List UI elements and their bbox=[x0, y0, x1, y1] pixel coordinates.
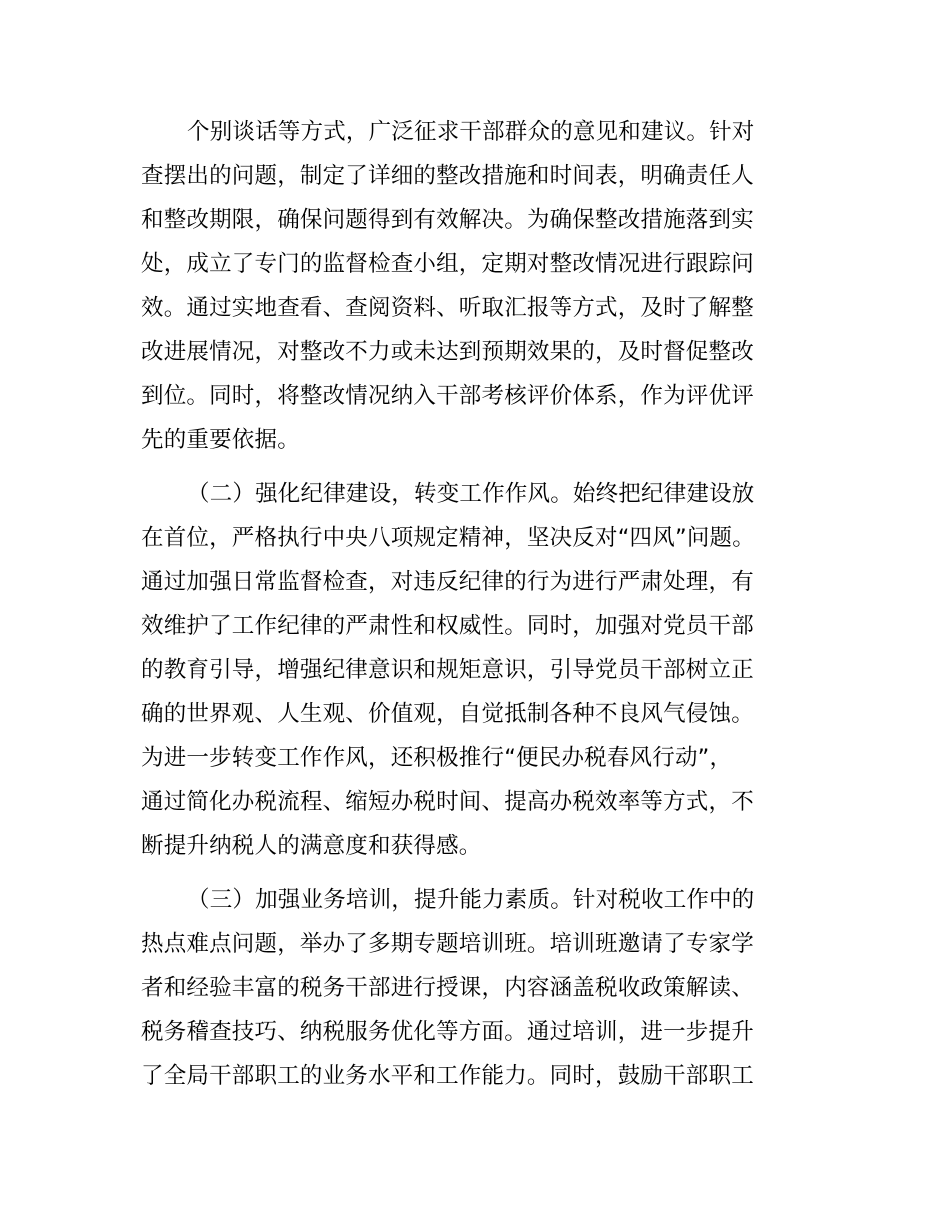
paragraph-1-line-6: 改进展情况，对整改不力或未达到预期效果的，及时督促整改 bbox=[141, 339, 754, 365]
paragraph-1-line-7: 到位。同时，将整改情况纳入干部考核评价体系，作为评优评 bbox=[141, 383, 754, 409]
paragraph-2-line-4: 效维护了工作纪律的严肃性和权威性。同时，加强对党员干部 bbox=[141, 613, 754, 639]
paragraph-2-line-2: 在首位，严格执行中央八项规定精神，坚决反对“四风”问题。 bbox=[141, 525, 755, 551]
paragraph-1-line-1: 个别谈话等方式，广泛征求干部群众的意见和建议。针对 bbox=[187, 119, 755, 145]
paragraph-2-line-3: 通过加强日常监督检查，对违反纪律的行为进行严肃处理，有 bbox=[141, 569, 754, 595]
paragraph-1-line-2: 查摆出的问题，制定了详细的整改措施和时间表，明确责任人 bbox=[141, 163, 754, 189]
paragraph-2-line-1: （二）强化纪律建设，转变工作作风。始终把纪律建设放 bbox=[187, 481, 755, 507]
paragraph-1-line-4: 处，成立了专门的监督检查小组，定期对整改情况进行跟踪问 bbox=[141, 251, 754, 277]
paragraph-1-line-3: 和整改期限，确保问题得到有效解决。为确保整改措施落到实 bbox=[141, 207, 754, 233]
paragraph-2-line-6: 确的世界观、人生观、价值观，自觉抵制各种不良风气侵蚀。 bbox=[141, 701, 754, 727]
paragraph-2-line-5: 的教育引导，增强纪律意识和规矩意识，引导党员干部树立正 bbox=[141, 657, 754, 683]
paragraph-2-line-7: 为进一步转变工作作风，还积极推行“便民办税春风行动”， bbox=[141, 745, 733, 771]
paragraph-2-line-8: 通过简化办税流程、缩短办税时间、提高办税效率等方式，不 bbox=[141, 789, 754, 815]
paragraph-3-line-1: （三）加强业务培训，提升能力素质。针对税收工作中的 bbox=[187, 887, 755, 913]
paragraph-1-line-8: 先的重要依据。 bbox=[141, 427, 300, 453]
paragraph-2-line-9: 断提升纳税人的满意度和获得感。 bbox=[141, 833, 482, 859]
paragraph-3-line-3: 者和经验丰富的税务干部进行授课，内容涵盖税收政策解读、 bbox=[141, 975, 754, 1001]
paragraph-3-line-2: 热点难点问题，举办了多期专题培训班。培训班邀请了专家学 bbox=[141, 931, 754, 957]
paragraph-3-line-5: 了全局干部职工的业务水平和工作能力。同时，鼓励干部职工 bbox=[141, 1063, 754, 1089]
paragraph-1-line-5: 效。通过实地查看、查阅资料、听取汇报等方式，及时了解整 bbox=[141, 295, 754, 321]
paragraph-3-line-4: 税务稽查技巧、纳税服务优化等方面。通过培训，进一步提升 bbox=[141, 1019, 754, 1045]
